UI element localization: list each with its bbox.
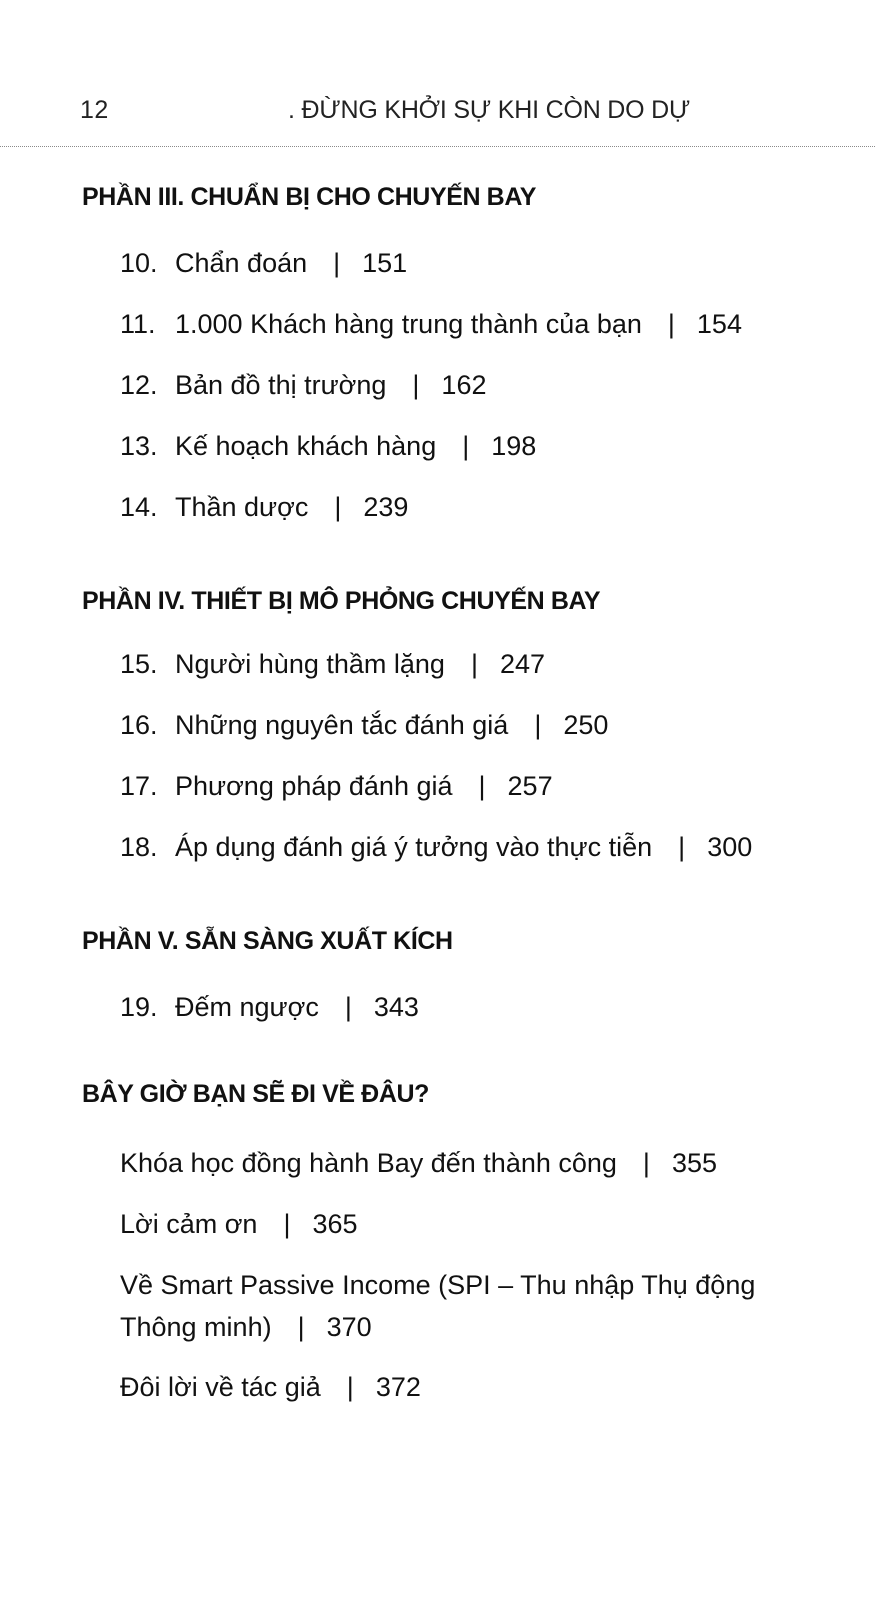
entry-page: 370 bbox=[326, 1312, 372, 1342]
section-title: BÂY GIỜ BẠN SẼ ĐI VỀ ĐÂU? bbox=[82, 1080, 430, 1108]
entry-separator: | bbox=[642, 1148, 650, 1178]
toc-entry bbox=[120, 1204, 358, 1244]
entry-number: 14. bbox=[120, 492, 158, 522]
entry-separator: | bbox=[333, 248, 341, 278]
entry-title: Người hùng thầm lặng bbox=[175, 649, 445, 679]
running-title: . ĐỪNG KHỞI SỰ KHI CÒN DO DỰ bbox=[288, 96, 691, 124]
entry-page: 372 bbox=[375, 1372, 421, 1402]
page-header bbox=[0, 90, 895, 134]
entry-separator: | bbox=[667, 309, 675, 339]
entry-separator: | bbox=[462, 431, 470, 461]
entry-page: 365 bbox=[312, 1209, 358, 1239]
entry-number: 13. bbox=[120, 431, 158, 461]
toc-entry bbox=[120, 1367, 421, 1407]
entry-page: 151 bbox=[362, 248, 408, 278]
toc-entry bbox=[120, 766, 553, 806]
entry-separator: | bbox=[297, 1312, 305, 1342]
entry-title: Đôi lời về tác giả bbox=[120, 1372, 321, 1402]
entry-page: 154 bbox=[696, 309, 742, 339]
section-title: PHẦN III. CHUẨN BỊ CHO CHUYẾN BAY bbox=[82, 183, 536, 211]
entry-page: 162 bbox=[441, 370, 487, 400]
entry-page: 257 bbox=[507, 771, 553, 801]
entry-number: 10. bbox=[120, 248, 158, 278]
entry-separator: | bbox=[334, 492, 342, 522]
entry-page: 198 bbox=[491, 431, 537, 461]
entry-page: 250 bbox=[563, 710, 609, 740]
section-title: PHẦN IV. THIẾT BỊ MÔ PHỎNG CHUYẾN BAY bbox=[82, 587, 601, 615]
header-divider bbox=[0, 146, 875, 147]
entry-number: 17. bbox=[120, 771, 158, 801]
entry-number: 19. bbox=[120, 992, 158, 1022]
entry-separator: | bbox=[478, 771, 486, 801]
toc-entry bbox=[120, 827, 752, 867]
entry-page: 300 bbox=[707, 832, 753, 862]
entry-title: Lời cảm ơn bbox=[120, 1209, 258, 1239]
toc-entry bbox=[120, 644, 545, 684]
entry-title: Kế hoạch khách hàng bbox=[175, 431, 437, 461]
entry-separator: | bbox=[346, 1372, 354, 1402]
entry-title: Đếm ngược bbox=[175, 992, 319, 1022]
toc-entry bbox=[120, 365, 486, 405]
entry-number: 16. bbox=[120, 710, 158, 740]
toc-entry bbox=[120, 1264, 820, 1348]
entry-title: Về Smart Passive Income (SPI – Thu nhập Thụ động Thông minh) bbox=[120, 1270, 756, 1342]
entry-page: 247 bbox=[499, 649, 546, 679]
toc-entry bbox=[120, 243, 407, 283]
toc-entry bbox=[120, 1143, 717, 1183]
entry-title: Khóa học đồng hành Bay đến thành công bbox=[120, 1148, 617, 1178]
entry-page: 355 bbox=[671, 1148, 717, 1178]
entry-title: Chẩn đoán bbox=[175, 248, 308, 278]
entry-separator: | bbox=[534, 710, 542, 740]
entry-separator: | bbox=[283, 1209, 291, 1239]
entry-title: Bản đồ thị trường bbox=[175, 370, 387, 400]
entry-title: Thần dược bbox=[175, 492, 309, 522]
entry-page: 239 bbox=[363, 492, 409, 522]
entry-title: Áp dụng đánh giá ý tưởng vào thực tiễn bbox=[175, 832, 653, 862]
entry-separator: | bbox=[412, 370, 420, 400]
entry-number: 15. bbox=[120, 649, 158, 679]
toc-entry bbox=[120, 705, 608, 745]
toc-entry bbox=[120, 487, 408, 527]
entry-separator: | bbox=[470, 649, 478, 679]
entry-title: Những nguyên tắc đánh giá bbox=[175, 710, 509, 740]
page-number: 12 bbox=[80, 96, 109, 124]
entry-separator: | bbox=[678, 832, 686, 862]
entry-number: 11. bbox=[120, 309, 156, 339]
entry-title: 1.000 Khách hàng trung thành của bạn bbox=[175, 309, 642, 339]
toc-entry bbox=[120, 426, 536, 466]
entry-number: 12. bbox=[120, 370, 158, 400]
toc-entry bbox=[120, 987, 419, 1027]
entry-number: 18. bbox=[120, 832, 158, 862]
toc-entry bbox=[120, 304, 742, 344]
entry-title: Phương pháp đánh giá bbox=[175, 771, 453, 801]
entry-page: 343 bbox=[373, 992, 419, 1022]
entry-separator: | bbox=[344, 992, 352, 1022]
section-title: PHẦN V. SẴN SÀNG XUẤT KÍCH bbox=[82, 927, 453, 955]
